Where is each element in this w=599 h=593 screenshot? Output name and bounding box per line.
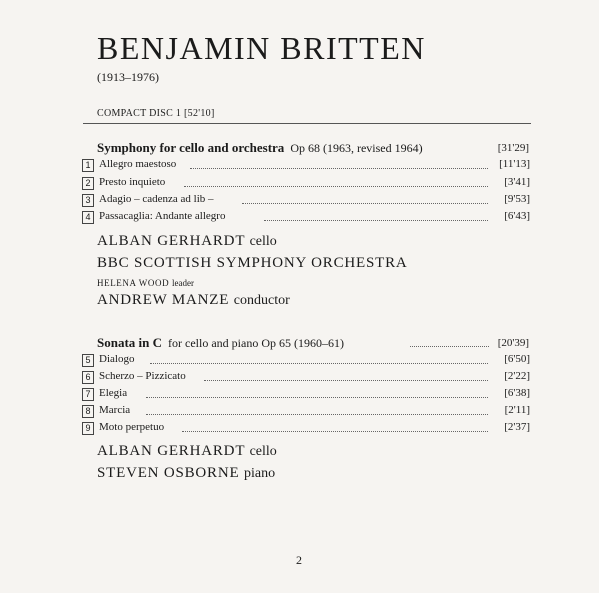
work-title-text: Symphony for cello and orchestra xyxy=(97,140,285,155)
track-duration: [11'13] xyxy=(499,158,530,170)
leader-dots xyxy=(242,193,488,204)
disc-label: COMPACT DISC 1 [52'10] xyxy=(97,108,215,119)
work-title-sonata xyxy=(97,335,344,351)
track-number: 1 xyxy=(82,159,94,172)
track-title: Allegro maestoso xyxy=(99,158,177,170)
track-duration: [6'43] xyxy=(504,210,530,222)
track-title: Passacaglia: Andante allegro xyxy=(99,210,226,222)
work-details: Op 68 (1963, revised 1964) xyxy=(290,141,423,155)
composer-name: BENJAMIN BRITTEN xyxy=(97,30,426,66)
performer-role: conductor xyxy=(233,293,290,308)
track-duration: [2'22] xyxy=(504,370,530,382)
divider-rule xyxy=(83,123,531,124)
performer-name: ALBAN GERHARDT xyxy=(97,443,246,459)
work-title-text: Sonata in C xyxy=(97,335,163,350)
performer-conductor xyxy=(97,292,290,309)
performer-role: cello xyxy=(249,234,277,249)
track-number: 5 xyxy=(82,354,94,367)
performer-name: ANDREW MANZE xyxy=(97,292,230,308)
track-duration: [6'50] xyxy=(504,353,530,365)
leader-dots xyxy=(410,336,489,347)
performer-role: leader xyxy=(172,278,195,288)
leader-dots xyxy=(184,176,488,187)
track-duration: [9'53] xyxy=(504,193,530,205)
track-number: 2 xyxy=(82,177,94,190)
leader-dots xyxy=(182,421,488,432)
track-duration: [3'41] xyxy=(504,176,530,188)
track-duration: [2'37] xyxy=(504,421,530,433)
leader-dots xyxy=(150,353,488,364)
performer-role: piano xyxy=(244,466,276,481)
leader-dots xyxy=(146,404,488,415)
track-row[interactable] xyxy=(82,210,530,226)
track-row[interactable] xyxy=(82,158,530,174)
performer-name: STEVEN OSBORNE xyxy=(97,465,240,481)
leader-dots xyxy=(204,370,488,381)
track-number: 7 xyxy=(82,388,94,401)
track-number: 9 xyxy=(82,422,94,435)
composer-dates: (1913–1976) xyxy=(97,70,159,84)
performer-leader xyxy=(97,278,194,288)
track-duration: [6'38] xyxy=(504,387,530,399)
performer-soloist xyxy=(97,233,277,250)
performer-cellist xyxy=(97,443,277,460)
track-title: Elegia xyxy=(99,387,128,399)
work-duration: [31'29] xyxy=(497,142,529,154)
track-number: 4 xyxy=(82,211,94,224)
leader-dots xyxy=(264,210,488,221)
work-duration: [20'39] xyxy=(497,337,529,349)
track-row[interactable] xyxy=(82,370,530,386)
performer-name: ALBAN GERHARDT xyxy=(97,233,246,249)
track-row[interactable] xyxy=(82,193,530,209)
leader-dots xyxy=(190,158,488,169)
track-title: Scherzo – Pizzicato xyxy=(99,370,186,382)
track-title: Dialogo xyxy=(99,353,135,365)
track-number: 3 xyxy=(82,194,94,207)
orchestra-name: BBC SCOTTISH SYMPHONY ORCHESTRA xyxy=(97,255,408,271)
track-row[interactable] xyxy=(82,421,530,437)
work-title-symphony xyxy=(97,140,423,156)
track-title: Marcia xyxy=(99,404,131,416)
track-row[interactable] xyxy=(82,387,530,403)
track-number: 8 xyxy=(82,405,94,418)
track-row[interactable] xyxy=(82,353,530,369)
track-duration: [2'11] xyxy=(504,404,530,416)
performer-role: cello xyxy=(249,444,277,459)
track-title: Presto inquieto xyxy=(99,176,166,188)
page-number: 2 xyxy=(296,553,302,567)
track-title: Adagio – cadenza ad lib – xyxy=(99,193,214,205)
track-title: Moto perpetuo xyxy=(99,421,165,433)
leader-dots xyxy=(146,387,488,398)
track-row[interactable] xyxy=(82,404,530,420)
performer-pianist xyxy=(97,465,275,482)
work-details: for cello and piano Op 65 (1960–61) xyxy=(168,336,344,350)
track-number: 6 xyxy=(82,371,94,384)
performer-name: HELENA WOOD xyxy=(97,278,170,288)
track-row[interactable] xyxy=(82,176,530,192)
